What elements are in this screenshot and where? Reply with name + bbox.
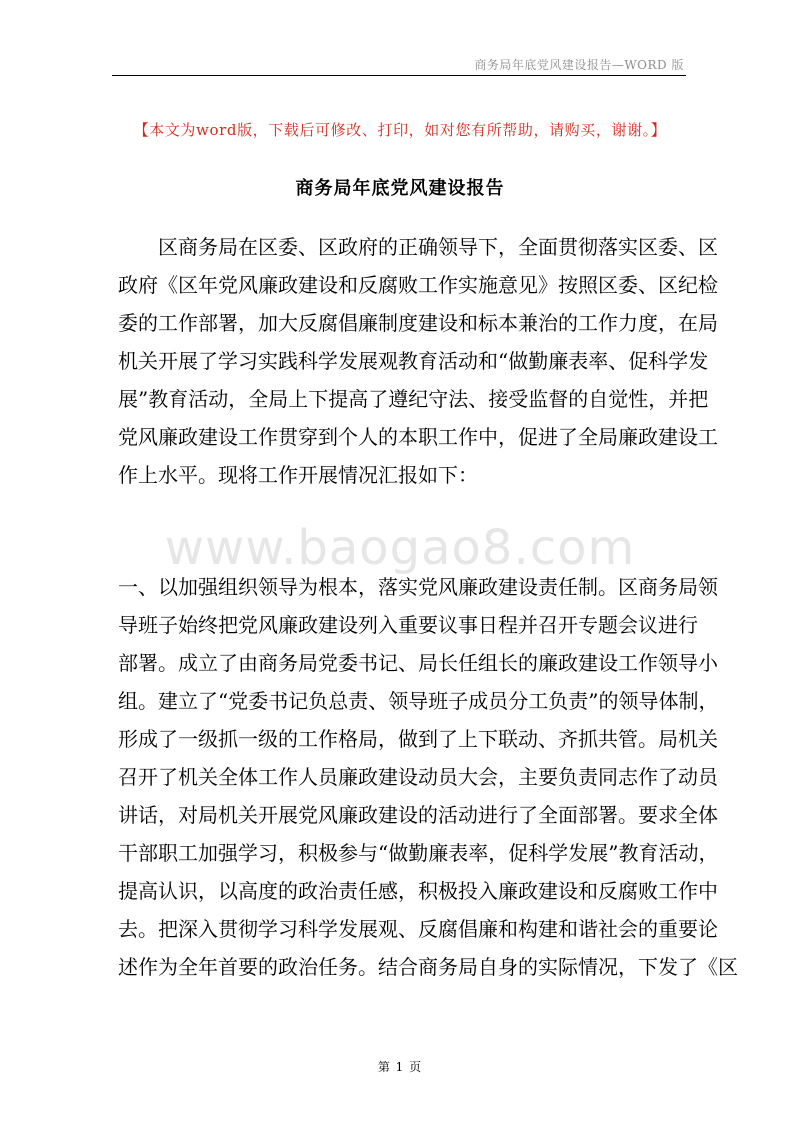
text-line: 干部职工加强学习，积极参与“做勤廉表率，促科学发展”教育活动， [118, 841, 719, 865]
text-line: 展”教育活动，全局上下提高了遵纪守法、接受监督的自觉性，并把 [118, 387, 709, 411]
page-header [112, 53, 686, 76]
watermark: www.baogao8.com [164, 520, 636, 576]
text-line: 形成了一级抓一级的工作格局，做到了上下联动、齐抓共管。局机关 [118, 727, 718, 751]
text-line: 政府《区年党风廉政建设和反腐败工作实施意见》按照区委、区纪检 [118, 273, 718, 297]
text-line: 去。把深入贯彻学习科学发展观、反腐倡廉和构建和谐社会的重要论 [118, 917, 718, 941]
text-line: 提高认识，以高度的政治责任感，积极投入廉政建设和反腐败工作中 [118, 879, 718, 903]
text-line: 一、以加强组织领导为根本，落实党风廉政建设责任制。区商务局领 [118, 575, 718, 599]
page-number: 第 1 页 [377, 1060, 423, 1074]
text-line: 区商务局在区委、区政府的正确领导下，全面贯彻落实区委、区 [118, 235, 718, 259]
text-line: 委的工作部署，加大反腐倡廉制度建设和标本兼治的工作力度，在局 [118, 311, 718, 335]
text-line: 机关开展了学习实践科学发展观教育活动和“做勤廉表率、促科学发 [118, 349, 709, 373]
text-line: 作上水平。现将工作开展情况汇报如下： [118, 463, 478, 487]
header-title: 商务局年底党风建设报告—WORD 版 [474, 58, 684, 72]
document-title: 商务局年底党风建设报告 [295, 178, 505, 199]
text-line: 召开了机关全体工作人员廉政建设动员大会，主要负责同志作了动员 [118, 765, 718, 789]
text-line: 讲话，对局机关开展党风廉政建设的活动进行了全面部署。要求全体 [118, 803, 718, 827]
text-line: 导班子始终把党风廉政建设列入重要议事日程并召开专题会议进行 [118, 613, 698, 637]
text-line: 述作为全年首要的政治任务。结合商务局自身的实际情况，下发了《区 [118, 955, 738, 979]
text-line: 组。建立了“党委书记负总责、领导班子成员分工负责”的领导体制， [118, 689, 719, 713]
text-line: 党风廉政建设工作贯穿到个人的本职工作中，促进了全局廉政建设工 [118, 425, 718, 449]
purchase-notice: 【本文为word版，下载后可修改、打印，如对您有所帮助，请购买，谢谢。】 [133, 121, 667, 139]
text-line: 部署。成立了由商务局党委书记、局长任组长的廉政建设工作领导小 [118, 651, 718, 675]
